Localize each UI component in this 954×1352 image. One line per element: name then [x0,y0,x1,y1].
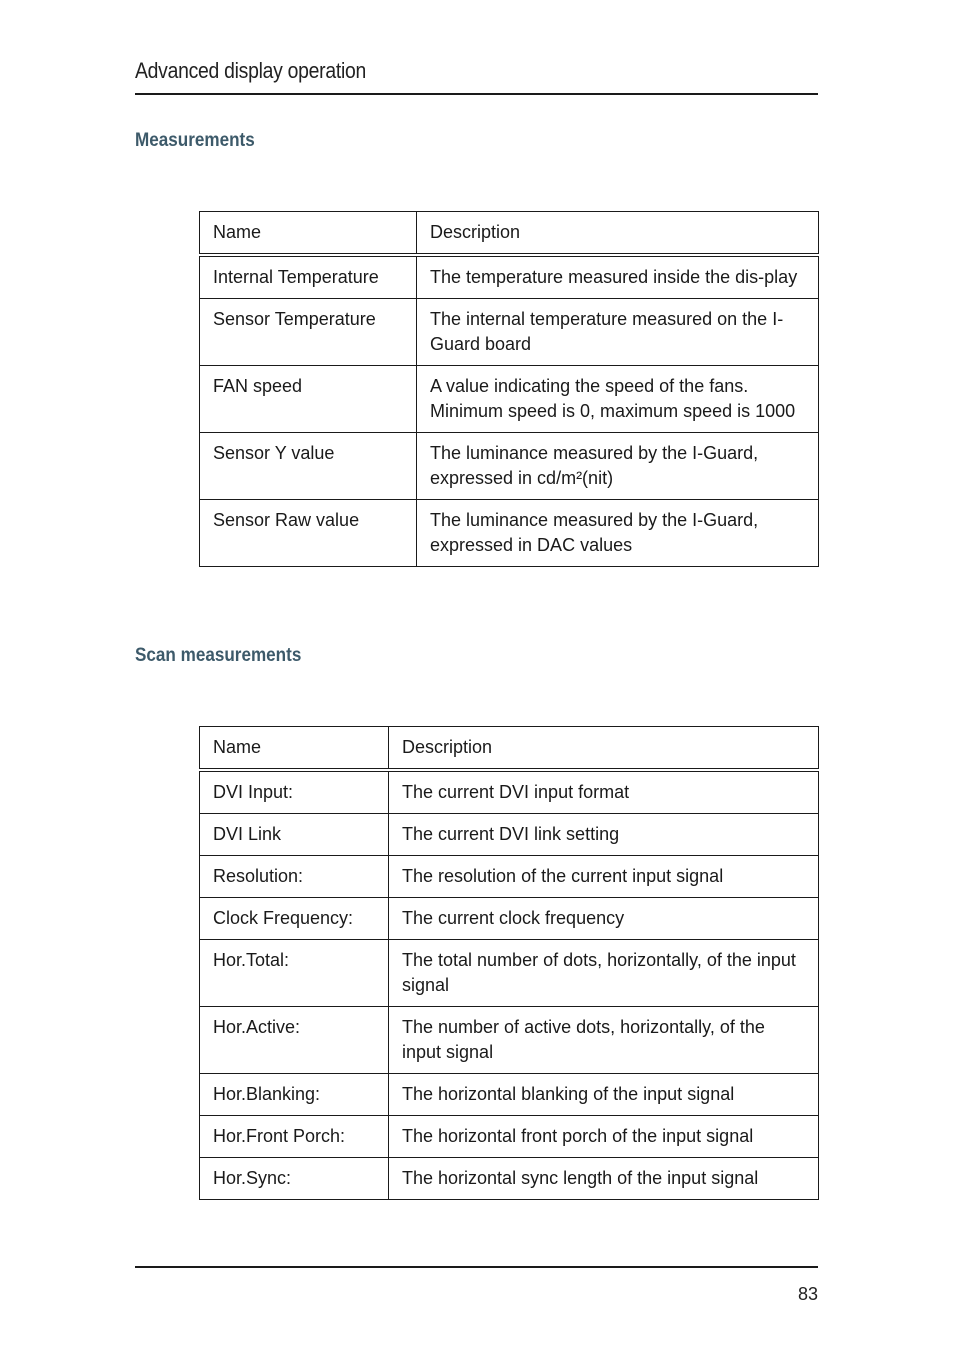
table-row [200,856,819,898]
row-description: The horizontal blanking of the input signal [389,1074,819,1116]
row-description: The internal temperature measured on the I-Guard board [417,299,819,366]
row-name: Sensor Temperature [200,299,417,366]
row-name: FAN speed [200,366,417,433]
scan-measurements-table [199,726,819,1200]
table-row [200,898,819,940]
measurements-table [199,211,819,567]
header-divider [135,93,818,95]
section-heading-scan-measurements: Scan measurements [135,645,302,666]
row-name: Hor.Total: [200,940,389,1007]
table-row [200,1074,819,1116]
table-row [200,770,819,814]
row-name: Internal Temperature [200,255,417,299]
table-header-row [200,727,819,771]
row-description: The horizontal sync length of the input signal [389,1158,819,1200]
row-description: The current clock frequency [389,898,819,940]
table-row [200,255,819,299]
row-description: The luminance measured by the I-Guard, expressed in DAC values [417,500,819,567]
column-header-name: Name [200,212,417,256]
table-row [200,814,819,856]
page-number: 83 [797,1284,818,1304]
table-row [200,940,819,1007]
table-row [200,1158,819,1200]
row-name: Hor.Sync: [200,1158,389,1200]
row-name: Clock Frequency: [200,898,389,940]
row-name: Hor.Active: [200,1007,389,1074]
table-row [200,1007,819,1074]
table-row [200,500,819,567]
column-header-description: Description [389,727,819,771]
row-name: DVI Link [200,814,389,856]
row-description: The number of active dots, horizontally, of the input signal [389,1007,819,1074]
row-name: Hor.Front Porch: [200,1116,389,1158]
table-row [200,1116,819,1158]
row-description: The current DVI input format [389,770,819,814]
row-description: The total number of dots, horizontally, of the input signal [389,940,819,1007]
row-name: Resolution: [200,856,389,898]
table-header-row [200,212,819,256]
row-description: The resolution of the current input signal [389,856,819,898]
row-description: The current DVI link setting [389,814,819,856]
row-name: Hor.Blanking: [200,1074,389,1116]
row-description: A value indicating the speed of the fans. Minimum speed is 0, maximum speed is 1000 [417,366,819,433]
column-header-name: Name [200,727,389,771]
row-name: DVI Input: [200,770,389,814]
column-header-description: Description [417,212,819,256]
section-heading-measurements: Measurements [135,130,255,151]
row-name: Sensor Raw value [200,500,417,567]
table-row [200,433,819,500]
row-description: The temperature measured inside the dis-play [417,255,819,299]
row-description: The luminance measured by the I-Guard, expressed in cd/m²(nit) [417,433,819,500]
page-header-title: Advanced display operation [135,58,366,83]
table-row [200,299,819,366]
row-description: The horizontal front porch of the input signal [389,1116,819,1158]
table-row [200,366,819,433]
row-name: Sensor Y value [200,433,417,500]
footer-divider [135,1266,818,1268]
